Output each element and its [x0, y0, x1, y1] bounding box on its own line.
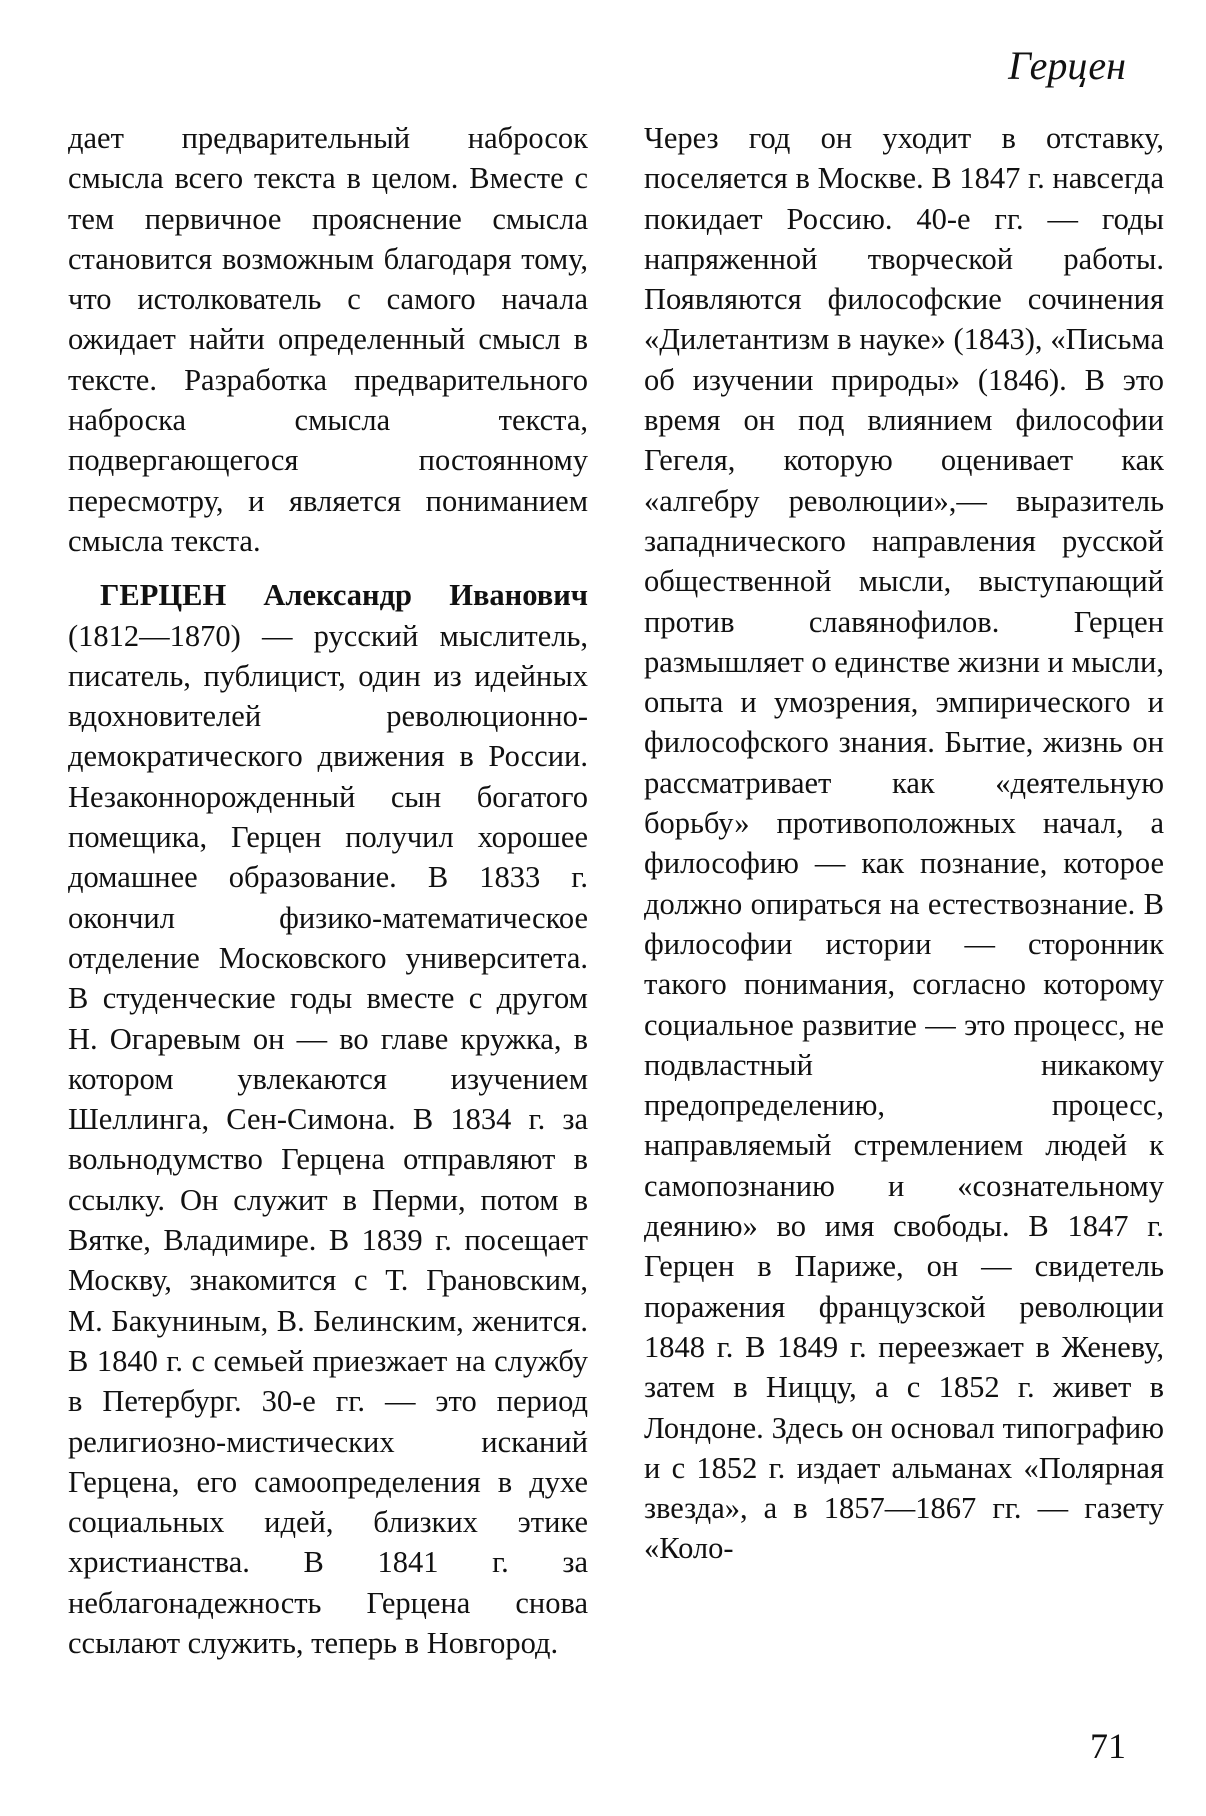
- running-head: Герцен: [1008, 43, 1126, 88]
- right-column-paragraph: Через год он уходит в отставку, поселяется в Москве. В 1847 г. навсегда покидает Россию. 40-е гг. — годы напряженной творческой работы. Появляются философские сочинения «Дилетантизм в науке» (1843), «Письма об изучении природы» (1846). В это время он под влиянием философии Гегеля, которую оценивает как «алгебру революции»,— выразитель западнического направления русской общественной мысли, выступающий против славянофилов. Герцен размышляет о единстве жизни и мысли, опыта и умозрения, эмпирического и философского знания. Бытие, жизнь он рассматривает как «деятельную борьбу» противоположных начал, а философию — как познание, которое должно опираться на естествознание. В философии истории — сторонник такого понимания, согласно которому социальное развитие — это процесс, не подвластный никакому предопределению, процесс, направляемый стремлением людей к самопознанию и «сознательному деянию» во имя свободы. В 1847 г. Герцен в Париже, он — свидетель поражения французской революции 1848 г. В 1849 г. переезжает в Женеву, затем в Ниццу, а с 1852 г. живет в Лондоне. Здесь он основал типографию и с 1852 г. издает альманах «Полярная звезда», а в 1857—1867 гг. — газету «Коло-: [644, 121, 1165, 1566]
- right-column: [644, 118, 1164, 1569]
- entry-paragraph: [68, 575, 588, 1663]
- left-column: [68, 118, 588, 1663]
- page-number: 71: [1090, 1726, 1126, 1766]
- entry-headword: ГЕРЦЕН Александр Иванович: [100, 578, 588, 613]
- entry-text: (1812—1870) — русский мыслитель, писатель, публицист, один из идейных вдохновителей революционно-демократического движения в России. Незаконнорожденный сын богатого помещика, Герцен получил хорошее домашнее образование. В 1833 г. окончил физико-математическое отделение Московского университета. В студенческие годы вместе с другом Н. Огаревым он — во главе кружка, в котором увлекаются изучением Шеллинга, Сен-Симона. В 1834 г. за вольнодумство Герцена отправляют в ссылку. Он служит в Перми, потом в Вятке, Владимире. В 1839 г. посещает Москву, знакомится с Т. Грановским, М. Бакуниным, В. Белинским, женится. В 1840 г. с семьей приезжает на службу в Петербург. 30-е гг. — это период религиозно-мистических исканий Герцена, его самоопределения в духе социальных идей, близких этике христианства. В 1841 г. за неблагонадежность Герцена снова ссылают служить, теперь в Новгород.: [68, 618, 588, 1660]
- continuation-paragraph: дает предварительный набросок смысла всего текста в целом. Вместе с тем первичное прояснение смысла становится возможным благодаря тому, что истолкователь с самого начала ожидает найти определенный смысл в тексте. Разработка предварительного наброска смысла текста, подвергающегося постоянному пересмотру, и является пониманием смысла текста.: [68, 121, 588, 558]
